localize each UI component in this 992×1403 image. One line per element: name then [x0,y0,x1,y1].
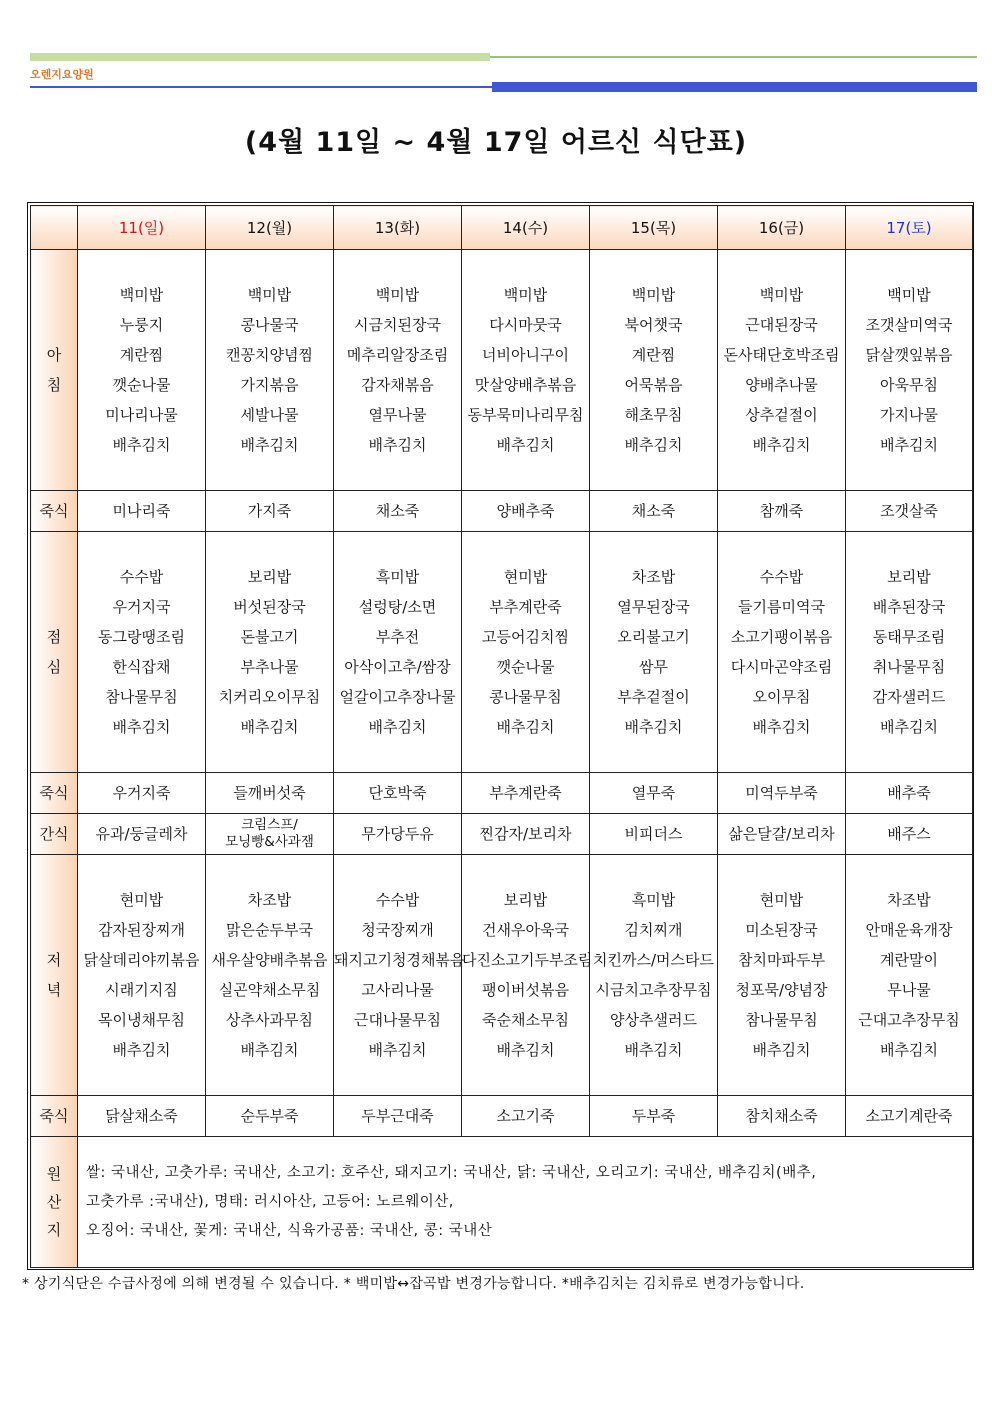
origin-row [31,1137,973,1268]
menu-item: 흑미밥 [375,568,420,586]
menu-item: 고등어김치찜 [482,628,569,646]
menu-item: 근대된장국 [745,316,818,334]
lunch-cell [846,532,973,773]
porridge-cell: 가지죽 [206,491,334,532]
menu-item: 배추김치 [624,436,683,454]
lunch-cell [206,532,334,773]
lunch-cell [78,532,206,773]
breakfast-cell [590,250,718,491]
day-header: 14(수) [462,206,590,250]
menu-item: 우거지국 [112,598,171,616]
dinner-cell [334,855,465,1096]
menu-item: 차조밥 [247,891,292,909]
lunch-cell [590,532,718,773]
snack-cell: 무가당두유 [334,814,462,855]
snack-cell: 삶은달걀/보리차 [718,814,846,855]
menu-item: 북어챗국 [624,316,683,334]
breakfast-cell [78,250,206,491]
menu-item: 너비아니구이 [482,346,569,364]
origin-line: 쌀: 국내산, 고춧가루: 국내산, 소고기: 호주산, 돼지고기: 국내산, 닭: 국내산, 오리고기: 국내산, 배추김치(배추, [86,1164,817,1181]
lunch-row [31,532,973,773]
porridge-cell: 소고기계란죽 [846,1096,973,1137]
snack-cell [206,814,334,855]
menu-item: 닭살데리야끼볶음 [83,951,200,969]
snack-row [31,814,973,855]
menu-item: 맑은순두부국 [226,921,313,939]
day-header-row [31,206,973,250]
menu-item: 메추리알장조림 [346,346,449,364]
menu-item: 팽이버섯볶음 [482,981,569,999]
porridge-cell: 미나리죽 [78,491,206,532]
menu-item: 콩나물무침 [489,688,562,706]
day-header: 12(월) [206,206,334,250]
menu-item: 수수밥 [119,568,164,586]
day-header: 17(토) [846,206,973,250]
menu-item: 근대고추장무침 [858,1011,960,1029]
menu-item: 배추김치 [368,718,427,736]
menu-item: 치킨까스/머스타드 [593,951,714,969]
menu-item: 오리불고기 [617,628,690,646]
menu-item: 수수밥 [759,568,804,586]
menu-item: 모닝빵&사과잼 [225,834,314,850]
menu-item: 설렁탕/소면 [358,598,437,616]
menu-item: 참나물무침 [105,688,178,706]
menu-item: 얼갈이고추장나물 [339,688,456,706]
menu-item: 배추김치 [112,436,171,454]
porridge-cell: 소고기죽 [462,1096,590,1137]
menu-item: 배추김치 [752,718,811,736]
menu-item: 열무된장국 [617,598,690,616]
menu-item: 돼지고기청경채볶음 [334,951,465,969]
menu-item: 아삭이고추/쌈장 [344,658,451,676]
menu-item: 차조밥 [631,568,676,586]
snack-cell: 비피더스 [590,814,718,855]
menu-item: 오이무침 [752,688,811,706]
dinner-cell [206,855,334,1096]
menu-item: 참나물무침 [745,1011,818,1029]
menu-item: 계란찜 [119,346,164,364]
menu-item: 백미밥 [247,286,292,304]
menu-item: 상추사과무침 [226,1011,313,1029]
menu-item: 캔꽁치양념찜 [226,346,313,364]
snack-cell: 찐감자/보리차 [462,814,590,855]
menu-item: 차조밥 [887,891,931,909]
porridge-label: 죽식 [31,491,78,532]
menu-item: 다시마뭇국 [489,316,562,334]
menu-item: 청포묵/양념장 [735,981,828,999]
menu-item: 새우살양배추볶음 [211,951,328,969]
porridge-cell: 참깨죽 [718,491,846,532]
porridge-cell: 배추죽 [846,773,973,814]
menu-item: 조갯살미역국 [865,316,953,334]
menu-item: 배추김치 [368,1041,427,1059]
lunch-porridge-row [31,773,973,814]
origin-line: 고춧가루 :국내산), 명태: 러시아산, 고등어: 노르웨이산, [86,1193,454,1210]
menu-item: 실곤약채소무침 [218,981,321,999]
menu-item: 아욱무침 [880,376,938,394]
breakfast-cell [334,250,462,491]
dinner-porridge-row [31,1096,973,1137]
menu-item: 백미밥 [759,286,804,304]
header-blue-bar [492,82,977,92]
menu-item: 쌈무 [639,658,668,676]
porridge-cell: 두부죽 [590,1096,718,1137]
menu-item: 들기름미역국 [738,598,825,616]
menu-item: 취나물무침 [872,658,946,676]
menu-item: 죽순채소무침 [482,1011,569,1029]
menu-item: 닭살깻잎볶음 [865,346,953,364]
org-name: 오렌지요양원 [30,68,94,81]
menu-item: 수수밥 [375,891,420,909]
menu-item: 양상추샐러드 [610,1011,697,1029]
menu-item: 시금치된장국 [354,316,441,334]
breakfast-label: 아 침 [31,250,78,491]
porridge-cell: 닭살채소죽 [78,1096,206,1137]
menu-item: 양배추나물 [745,376,818,394]
day-header: 11(일) [78,206,206,250]
menu-item: 보리밥 [247,568,292,586]
dinner-cell [78,855,206,1096]
menu-item: 현미밥 [503,568,548,586]
day-header: 16(금) [718,206,846,250]
lunch-cell [718,532,846,773]
breakfast-row [31,250,973,491]
menu-item: 버섯된장국 [233,598,306,616]
menu-item: 배추김치 [240,1041,299,1059]
lunch-cell [462,532,590,773]
porridge-label: 죽식 [31,1096,78,1137]
menu-item: 세발나물 [240,406,299,424]
dinner-cell [590,855,718,1096]
menu-item: 배추김치 [752,436,811,454]
menu-item: 김치찌개 [624,921,683,939]
day-header: 13(화) [334,206,462,250]
menu-item: 고사리나물 [361,981,434,999]
menu-item: 깻순나물 [496,658,555,676]
menu-item: 감자채볶음 [361,376,434,394]
menu-item: 백미밥 [119,286,164,304]
dinner-cell [462,855,593,1096]
menu-table [30,205,973,1268]
menu-item: 배추김치 [368,436,427,454]
menu-item: 참치마파두부 [738,951,825,969]
menu-item: 보리밥 [887,568,931,586]
breakfast-cell [462,250,590,491]
menu-item: 현미밥 [759,891,804,909]
dinner-label: 저 녁 [31,855,78,1096]
day-header: 15(목) [590,206,718,250]
porridge-cell: 미역두부죽 [718,773,846,814]
menu-item: 계란말이 [880,951,938,969]
page-title: (4월 11일 ~ 4월 17일 어르신 식단표) [244,127,748,158]
menu-item: 부추계란죽 [489,598,562,616]
menu-item: 감자된장찌개 [98,921,185,939]
menu-item: 백미밥 [887,286,931,304]
menu-item: 치커리오이무침 [218,688,321,706]
menu-item: 배추김치 [112,718,171,736]
menu-item: 배추김치 [880,436,938,454]
menu-item: 안매운육개장 [865,921,953,939]
menu-item: 배추김치 [624,718,683,736]
porridge-cell: 열무죽 [590,773,718,814]
menu-item: 부추전 [375,628,420,646]
origin-label: 원 산 지 [31,1137,78,1268]
menu-item: 청국장찌개 [361,921,434,939]
menu-item: 해초무침 [624,406,683,424]
breakfast-cell [846,250,973,491]
porridge-cell: 채소죽 [590,491,718,532]
dinner-row [31,855,973,1096]
snack-cell: 유과/둥글레차 [78,814,206,855]
porridge-cell: 양배추죽 [462,491,590,532]
menu-item: 계란찜 [631,346,676,364]
lunch-cell [334,532,462,773]
menu-item: 부추겉절이 [617,688,690,706]
menu-item: 동그랑땡조림 [98,628,185,646]
menu-item: 맛살양배추볶음 [474,376,577,394]
menu-item: 근대나물무침 [354,1011,441,1029]
menu-item: 목이냉채무침 [98,1011,185,1029]
menu-item: 배추된장국 [872,598,946,616]
menu-item: 배추김치 [240,436,299,454]
menu-item: 한식잡채 [112,658,171,676]
lunch-label: 점 심 [31,532,78,773]
menu-item: 돈불고기 [240,628,299,646]
menu-item: 가지나물 [880,406,938,424]
menu-item: 콩나물국 [240,316,299,334]
menu-item: 시금치고추장무침 [595,981,712,999]
porridge-cell: 채소죽 [334,491,462,532]
header-green-line [490,56,977,58]
menu-item: 소고기팽이볶음 [730,628,833,646]
menu-item: 배추김치 [112,1041,171,1059]
menu-item: 현미밥 [119,891,164,909]
menu-item: 부추나물 [240,658,299,676]
menu-item: 어묵볶음 [624,376,683,394]
breakfast-porridge-row [31,491,973,532]
menu-item: 배추김치 [880,1041,938,1059]
porridge-cell: 들깨버섯죽 [206,773,334,814]
dinner-cell [846,855,973,1096]
menu-item: 배추김치 [752,1041,811,1059]
menu-item: 깻순나물 [112,376,171,394]
header-blue-line [30,86,492,88]
menu-item: 시래기지짐 [105,981,178,999]
breakfast-cell [718,250,846,491]
menu-item: 배추김치 [240,718,299,736]
porridge-cell: 우거지죽 [78,773,206,814]
dinner-cell [718,855,846,1096]
porridge-cell: 조갯살죽 [846,491,973,532]
menu-item: 가지볶음 [240,376,299,394]
porridge-cell: 부추계란죽 [462,773,590,814]
porridge-cell: 두부근대죽 [334,1096,462,1137]
footer-note: * 상기식단은 수급사정에 의해 변경될 수 있습니다. * 백미밥↔잡곡밥 변경가능합니다. *배추김치는 김치류로 변경가능합니다. [22,1276,805,1292]
breakfast-cell [206,250,334,491]
snack-cell: 배주스 [846,814,973,855]
menu-item: 무나물 [887,981,931,999]
menu-item: 백미밥 [503,286,548,304]
menu-item: 동태무조림 [872,628,946,646]
menu-item: 돈사태단호박조림 [723,346,840,364]
menu-item: 건새우아욱국 [482,921,569,939]
menu-item: 배추김치 [624,1041,683,1059]
menu-item: 미나리나물 [105,406,178,424]
porridge-cell: 단호박죽 [334,773,462,814]
menu-item: 백미밥 [375,286,420,304]
porridge-cell: 순두부죽 [206,1096,334,1137]
menu-item: 크림스프/ [241,817,298,833]
menu-item: 배추김치 [496,436,555,454]
menu-item: 열무나물 [368,406,427,424]
menu-item: 백미밥 [631,286,676,304]
menu-item: 보리밥 [503,891,548,909]
menu-item: 다진소고기두부조림 [462,951,593,969]
menu-item: 감자샐러드 [872,688,946,706]
menu-item: 배추김치 [880,718,938,736]
menu-item: 다시마곤약조림 [730,658,833,676]
menu-item: 상추겉절이 [745,406,818,424]
menu-item: 누룽지 [119,316,164,334]
snack-label: 간식 [31,814,78,855]
origin-line: 오징어: 국내산, 꽃게: 국내산, 식육가공품: 국내산, 콩: 국내산 [86,1222,493,1239]
header-green-bar [30,53,490,61]
porridge-cell: 참치채소죽 [718,1096,846,1137]
menu-item: 미소된장국 [745,921,818,939]
origin-text [78,1137,973,1268]
menu-item: 배추김치 [496,1041,555,1059]
corner-cell [31,206,78,250]
menu-item: 동부묵미나리무침 [467,406,584,424]
porridge-label: 죽식 [31,773,78,814]
menu-item: 배추김치 [496,718,555,736]
menu-item: 흑미밥 [631,891,676,909]
